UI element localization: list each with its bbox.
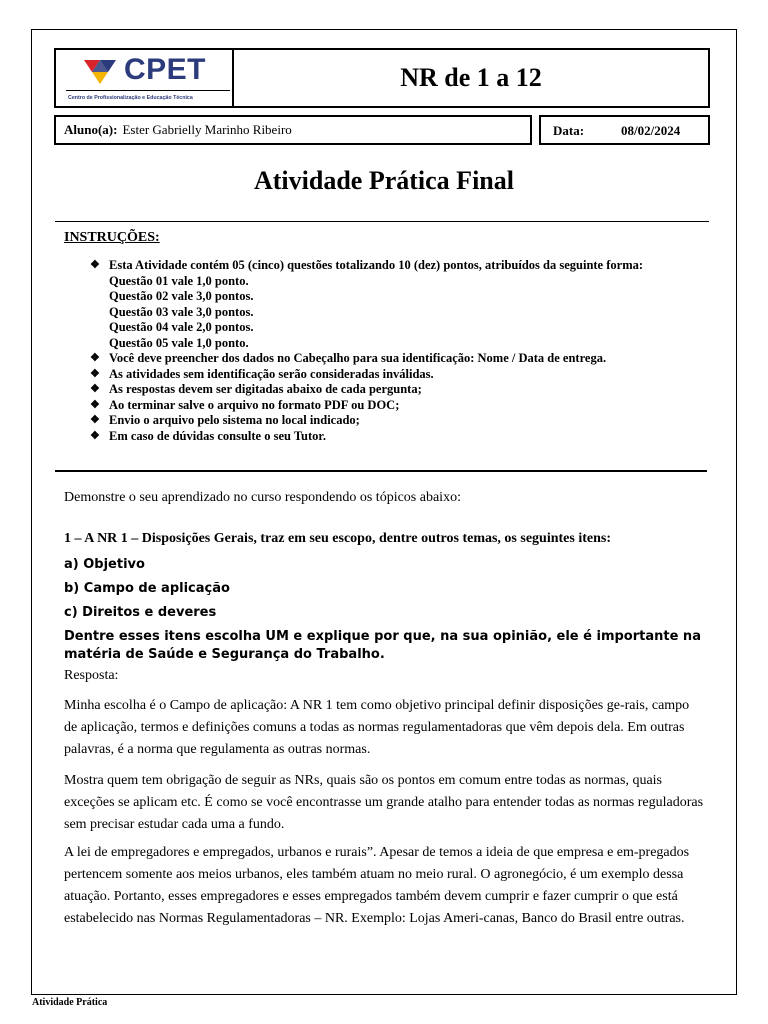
bullet-icon: ❖ [90, 414, 100, 426]
divider-top [55, 221, 709, 222]
logo-divider [66, 90, 230, 91]
instruction-subitem: Questão 05 vale 1,0 ponto. [109, 335, 249, 350]
answer-paragraph-3[interactable]: A lei de empregadores e empregados, urbanos e rurais”. Apesar de temos a ideia de que empresa e em-pregados pertencem somente aos meios urbanos, eles também atuam no meio rural. O agronegócio, é um exemplo dessa atuação. Portanto, esses empregadores e esses empregados também devem cumprir e fazer cumprir o que está estabelecido nas Normas Regulamentadoras – NR. Exemplo: Lojas Ameri-canas, Banco do Brasil entre outras. [64, 845, 690, 926]
question-1-task: Dentre esses itens escolha UM e explique por que, na sua opinião, ele é importante na matéria de Saúde e Segurança do Trabalho. [64, 629, 701, 662]
date-value: 08/02/2024 [621, 123, 681, 138]
instruction-item: ❖ Ao terminar salve o arquivo no formato PDF ou DOC; [90, 397, 400, 412]
bullet-icon: ❖ [90, 367, 100, 380]
answer-paragraph-2[interactable]: Mostra quem tem obrigação de seguir as NRs, quais são os pontos em comum entre todas as normas, quais exceções se aplicam etc. É como se você encontrasse um grande atalho para entender todas as normas reguladoras sem precisar estudar cada uma a fundo. [64, 773, 704, 832]
document-header [54, 48, 710, 108]
instruction-subitem: Questão 01 vale 1,0 ponto. [109, 273, 249, 288]
response-label: Resposta: [64, 668, 119, 683]
bullet-icon: ❖ [90, 383, 100, 395]
logo-text: CPET [124, 53, 207, 86]
divider-bottom [55, 470, 707, 472]
logo-subtitle: Centro de Profissionalização e Educação Técnica [68, 95, 193, 101]
instructions-list [90, 258, 704, 444]
instruction-item: ❖ Envio o arquivo pelo sistema no local indicado; [90, 413, 360, 427]
bullet-icon: ❖ [90, 398, 100, 411]
bullet-icon: ❖ [90, 352, 100, 364]
bullet-icon: ❖ [90, 259, 100, 271]
student-label: Aluno(a): [64, 122, 118, 137]
doc-title: NR de 1 a 12 [400, 63, 542, 92]
bullet-icon: ❖ [90, 429, 100, 442]
student-field[interactable] [54, 115, 532, 145]
option-c: c) Direitos e deveres [64, 605, 217, 620]
cpet-logo-icon [82, 58, 118, 86]
student-name: Ester Gabrielly Marinho Ribeiro [122, 122, 292, 137]
instruction-item: ❖ As respostas devem ser digitadas abaixo de cada pergunta; [90, 382, 422, 396]
instructions-heading: INSTRUÇÕES: [64, 230, 160, 245]
logo-cell [56, 50, 234, 106]
instruction-subitem: Questão 04 vale 2,0 pontos. [109, 320, 254, 334]
date-label: Data: [553, 123, 585, 138]
option-b: b) Campo de aplicação [64, 581, 230, 596]
instruction-item: ❖ Em caso de dúvidas consulte o seu Tutor. [90, 428, 326, 443]
instruction-item: ❖ Esta Atividade contém 05 (cinco) questões totalizando 10 (dez) pontos, atribuídos da seguinte forma: [90, 258, 644, 272]
option-a: a) Objetivo [64, 557, 145, 572]
instruction-subitem: Questão 02 vale 3,0 pontos. [109, 289, 254, 303]
page-footer: Atividade Prática [32, 997, 108, 1008]
instruction-item: ❖ As atividades sem identificação serão consideradas inválidas. [90, 366, 434, 381]
instruction-subitem: Questão 03 vale 3,0 pontos. [109, 304, 254, 319]
question-1-prompt: 1 – A NR 1 – Disposições Gerais, traz em seu escopo, dentre outros temas, os seguintes itens: [64, 531, 611, 546]
date-field[interactable] [539, 115, 710, 145]
intro-text: Demonstre o seu aprendizado no curso respondendo os tópicos abaixo: [64, 490, 461, 505]
instruction-item: ❖ Você deve preencher dos dados no Cabeçalho para sua identificação: Nome / Data de entrega. [90, 351, 607, 365]
answer-paragraph-1[interactable]: Minha escolha é o Campo de aplicação: A NR 1 tem como objetivo principal definir disposições ge-rais, campo de aplicação, termos e definições comuns a todas as normas regulamentadoras que vêm depois dela. Em outras palavras, é a norma que regulamenta as outras normas. [64, 698, 690, 757]
page-title: Atividade Prática Final [254, 166, 514, 195]
